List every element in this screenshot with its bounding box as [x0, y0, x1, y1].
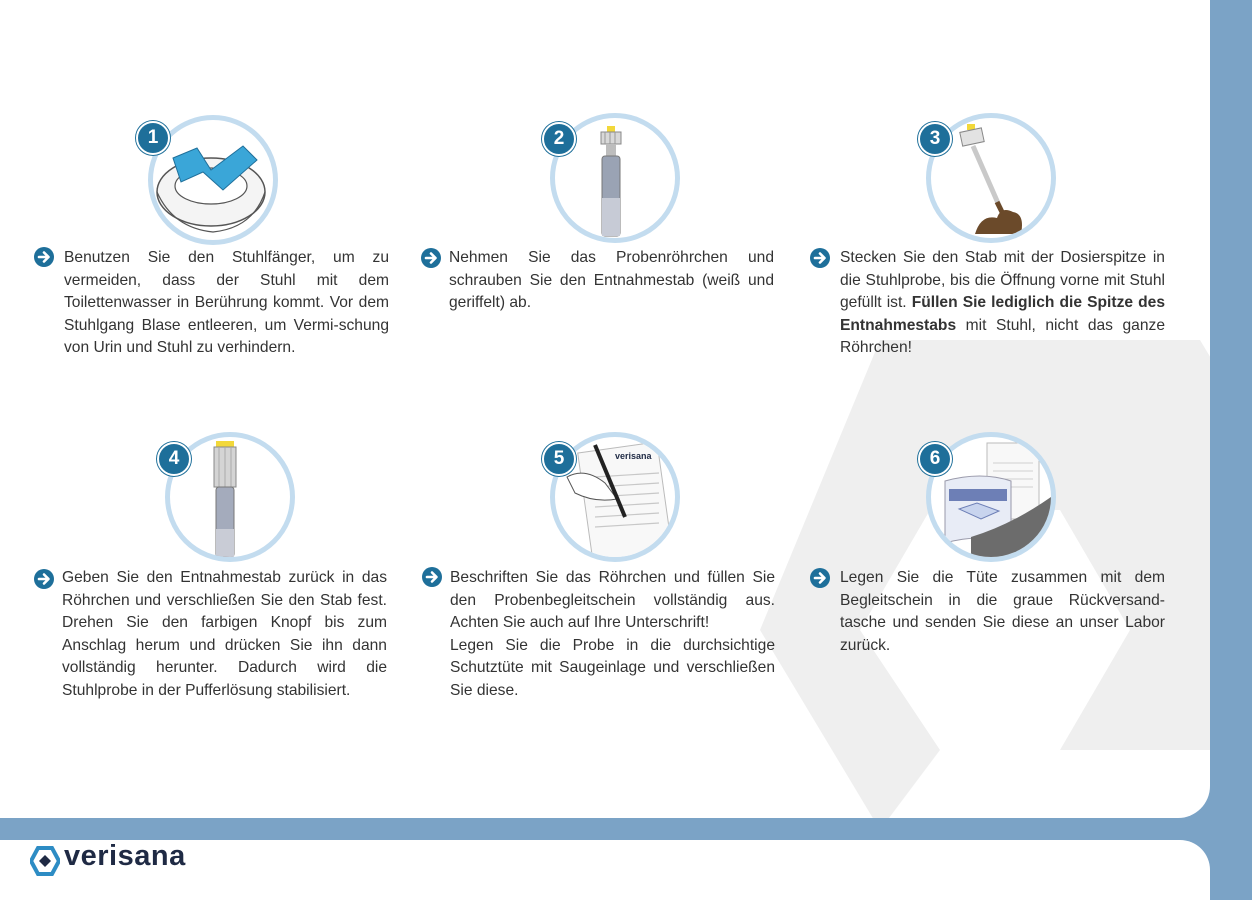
step-1-text: Benutzen Sie den Stuhlfänger, um zu vermeiden, dass der Stuhl mit dem Toilettenwasser in Berührung kommt. Vor dem Stuhlgang Blase entleeren, um Vermi-schung von Urin und Stuhl zu verhindern. — [64, 249, 389, 357]
step-3-text — [840, 247, 1165, 360]
step-number-badge: 2 — [542, 122, 576, 156]
step-number-badge: 6 — [918, 442, 952, 476]
step-2-text: Nehmen Sie das Probenröhrchen und schrauben Sie den Entnahmestab (weiß und geriffelt) ab. — [449, 249, 774, 312]
arrow-right-icon — [810, 568, 830, 588]
step-3-text-bold: Füllen Sie lediglich die Spitze des Entnahmestabs — [840, 294, 1165, 334]
arrow-right-icon — [810, 248, 830, 268]
step-5-text-part: Beschriften Sie das Röhrchen und füllen Sie den Probenbegleitschein vollständig aus. Achten Sie auch auf Ihre Unterschrift! — [450, 569, 775, 632]
verisana-logo-icon — [30, 846, 60, 876]
form-brand-label: verisana — [615, 451, 652, 461]
step-number-badge: 5 — [542, 442, 576, 476]
step-5-text — [450, 567, 775, 703]
arrow-right-icon — [422, 567, 442, 587]
step-number-badge: 4 — [157, 442, 191, 476]
step-4-text: Geben Sie den Entnahmestab zurück in das Röhrchen und verschließen Sie den Stab fest. Drehen Sie den farbigen Knopf bis zum Anschlag herum und drücken Sie ihn dann vollständig herunter. Dadurch wird die Stuhlprobe in der Pufferlösung stabilisiert. — [62, 569, 387, 699]
arrow-right-icon — [421, 248, 441, 268]
arrow-right-icon — [34, 569, 54, 589]
step-number-badge: 1 — [136, 121, 170, 155]
step-3-text-part: mit Stuhl, nicht das ganze Röhrchen! — [840, 316, 1165, 357]
step-5-text-part: Legen Sie die Probe in die durchsichtige Schutztüte mit Saugeinlage und verschließen Sie diese. — [450, 636, 775, 699]
step-number-badge: 3 — [918, 122, 952, 156]
step-3-text-part: Stecken Sie den Stab mit der Dosierspitze in die Stuhlprobe, bis die Öffnung vorne mit Stuhl gefüllt ist. — [840, 249, 1165, 312]
arrow-right-icon — [34, 247, 54, 267]
step-6-text: Legen Sie die Tüte zusammen mit dem Begleitschein in die graue Rückversand-tasche und senden Sie diese an unser Labor zurück. — [840, 569, 1165, 654]
brand-logo-text: verisana — [64, 840, 186, 872]
